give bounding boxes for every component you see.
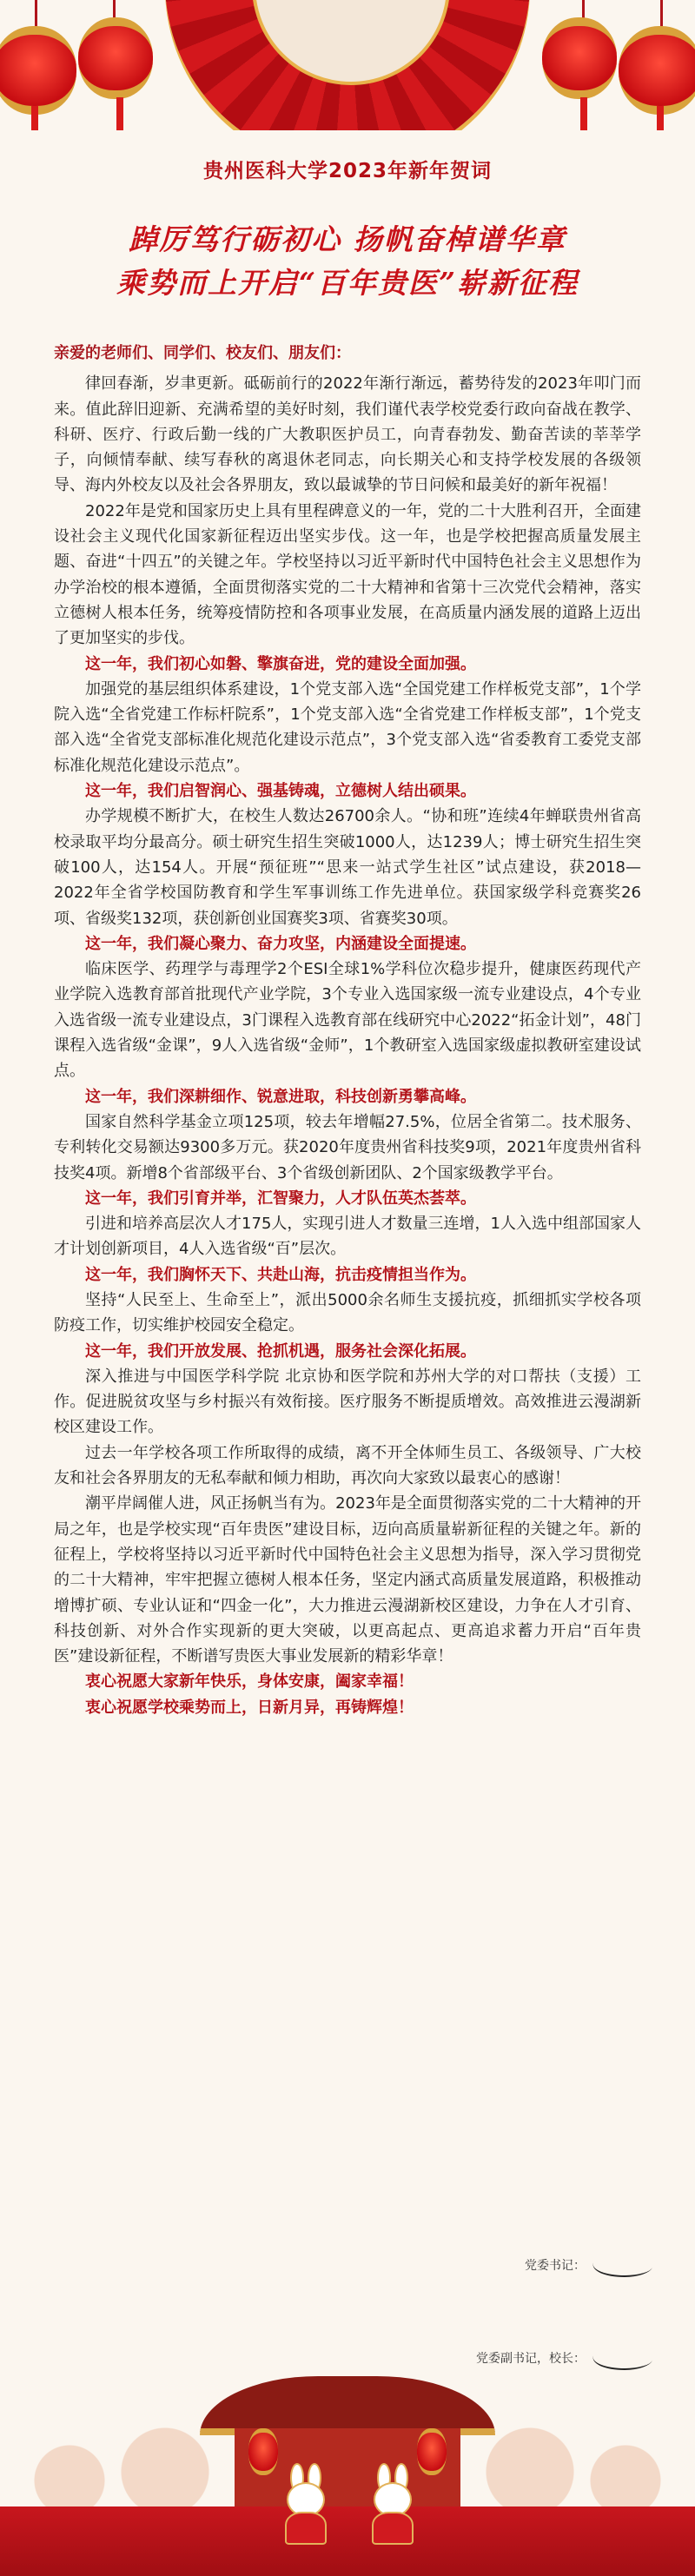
paragraph: 加强党的基层组织体系建设，1个党支部入选“全国党建工作样板党支部”，1个学院入选“全省党建工作标杆院系”，1个党支部入选“全省党建工作样板支部”，1个党支部入选“全省党支部标准化规范化建设示范点”，3个党支部入选“省委教育工委党支部标准化规范化建设示范点”。 [54, 679, 641, 775]
paragraph: 2022年是党和国家历史上具有里程碑意义的一年，党的二十大胜利召开，全面建设社会主义现代化国家新征程迈出坚实步伐。这一年，也是学校把握高质量发展主题、奋进“十四五”的关键之年。学校坚持以习近平新时代中国特色社会主义思想作为办学治校的根本遵循，全面贯彻落实党的二十大精神和省第十三次党代会精神，落实立德树人根本任务，统筹疫情防控和各项事业发展，在高质量内涵发展的道路上迈出了更加坚实的步伐。 [54, 501, 641, 648]
highlight-paragraph: 衷心祝愿学校乘势而上，日新月异，再铸辉煌！ [85, 1698, 414, 1717]
lantern-icon [248, 2428, 278, 2475]
signature-label: 党委书记： [525, 2259, 586, 2273]
highlight-paragraph: 这一年，我们胸怀天下、共赴山海，抗击疫情担当作为。 [85, 1265, 476, 1284]
signature-label: 党委副书记，校长： [476, 2352, 586, 2366]
paragraph: 办学规模不断扩大，在校生人数达26700余人。“协和班”连续4年蝉联贵州省高校录取平均分最高分。硕士研究生招生突破1000人，达1239人；博士研究生招生突破100人，达154人。开展“预征班”“思来一站式学生社区”试点建设，获2018—2022年全省学校国防教育和学生军事训练工作先进单位。获国家级学科竞赛奖26项、省级奖132项，获创新创业国赛奖3项、省赛奖30项。 [54, 807, 641, 928]
lantern-icon [417, 2428, 447, 2475]
paragraph: 引进和培养高层次人才175人，实现引进人才数量三连增，1人入选中组部国家人才计划创新项目，4人入选省级“百”层次。 [54, 1215, 641, 1259]
lantern-icon [619, 26, 695, 115]
paragraph: 过去一年学校各项工作所取得的成绩，离不开全体师生员工、各级领导、广大校友和社会各界朋友的无私奉献和倾力相助，再次向大家致以最衷心的感谢！ [54, 1443, 641, 1488]
slogan-line-2: 乘势而上开启“百年贵医”崭新征程 [116, 266, 579, 300]
handwritten-signature [588, 2253, 658, 2277]
footer-decoration [0, 2376, 695, 2576]
paragraph: 坚持“人民至上、生命至上”，派出5000余名师生支援抗疫，抓细抓实学校各项防疫工作，切实维护校园安全稳定。 [54, 1290, 641, 1335]
lantern-icon [78, 17, 153, 99]
paragraph: 深入推进与中国医学科学院 北京协和医学院和苏州大学的对口帮扶（支援）工作。促进脱贫攻坚与乡村振兴有效衔接。医疗服务不断提质增效。高效推进云漫湖新校区建设工作。 [54, 1367, 641, 1437]
paragraph: 潮平岸阔催人进，风正扬帆当有为。2023年是全面贯彻落实党的二十大精神的开局之年，也是学校实现“百年贵医”建设目标，迈向高质量崭新征程的关键之年。新的征程上，学校将坚持以习近平新时代中国特色社会主义思想为指导，深入学习贯彻党的二十大精神，牢牢把握立德树人根本任务，坚定内涵式高质量发展道路，积极推动增博扩硕、专业认证和“四金一化”，大力推进云漫湖新校区建设，力争在人才引育、科技创新、对外合作实现新的更大突破，以更高起点、更高追求蓄力开启“百年贵医”建设新征程，不断谱写贵医大事业发展新的精彩华章！ [54, 1494, 641, 1666]
lantern-icon [542, 17, 617, 99]
highlight-paragraph: 这一年，我们凝心聚力、奋力攻坚，内涵建设全面提速。 [85, 934, 476, 953]
red-base [0, 2506, 695, 2576]
rabbit-icon [363, 2463, 419, 2541]
signature-president [476, 2346, 653, 2370]
highlight-paragraph: 这一年，我们启智润心、强基铸魂，立德树人结出硕果。 [85, 782, 476, 801]
handwritten-signature [588, 2346, 658, 2370]
signature-secretary [525, 2253, 653, 2277]
paragraph-list [54, 371, 641, 1720]
paragraph: 临床医学、药理学与毒理学2个ESI全球1%学科位次稳步提升，健康医药现代产业学院入选教育部首批现代产业学院，3个专业入选国家级一流专业建设点，4个专业入选省级一流专业建设点，3门课程入选教育部在线研究中心2022“拓金计划”，48门课程入选省级“金课”，9人入选省级“金师”，1个教研室入选国家级虚拟教研室建设试点。 [54, 960, 641, 1081]
highlight-paragraph: 这一年，我们开放发展、抢抓机遇，服务社会深化拓展。 [85, 1341, 476, 1361]
salutation: 亲爱的老师们、同学们、校友们、朋友们： [54, 344, 351, 362]
highlight-paragraph: 这一年，我们深耕细作、锐意进取，科技创新勇攀高峰。 [85, 1087, 476, 1106]
header-decoration [0, 0, 695, 130]
highlight-paragraph: 这一年，我们引育并举，汇智聚力，人才队伍英杰荟萃。 [85, 1189, 476, 1208]
paragraph: 律回春渐，岁聿更新。砥砺前行的2022年渐行渐远，蓄势待发的2023年叩门而来。值此辞旧迎新、充满希望的美好时刻，我们谨代表学校党委行政向奋战在教学、科研、医疗、行政后勤一线的广大教职医护员工，向青春勃发、勤奋苦读的莘莘学子，向倾情奉献、续写春秋的离退休老同志，向长期关心和支持学校发展的各级领导、海内外校友以及社会各界朋友，致以最诚挚的节日问候和最美好的新年祝福！ [54, 374, 641, 495]
rabbit-icon [276, 2463, 332, 2541]
gate-roof-icon [200, 2376, 495, 2435]
highlight-paragraph: 衷心祝愿大家新年快乐，身体安康，阖家幸福！ [85, 1672, 414, 1692]
lantern-icon [0, 26, 76, 115]
slogan-line-1: 踔厉笃行砺初心 扬帆奋棹谱华章 [129, 222, 566, 256]
highlight-paragraph: 这一年，我们初心如磐、擎旗奋进，党的建设全面加强。 [85, 654, 476, 673]
letter-body [54, 341, 641, 1720]
paragraph: 国家自然科学基金立项125项，较去年增幅27.5%，位居全省第二。技术服务、专利转化交易额达9300多万元。获2020年度贵州省科技奖9项，2021年度贵州省科技奖4项。新增8个省部级平台、3个省级创新团队、2个国家级教学平台。 [54, 1112, 641, 1182]
page-title: 贵州医科大学2023年新年贺词 [202, 160, 492, 182]
